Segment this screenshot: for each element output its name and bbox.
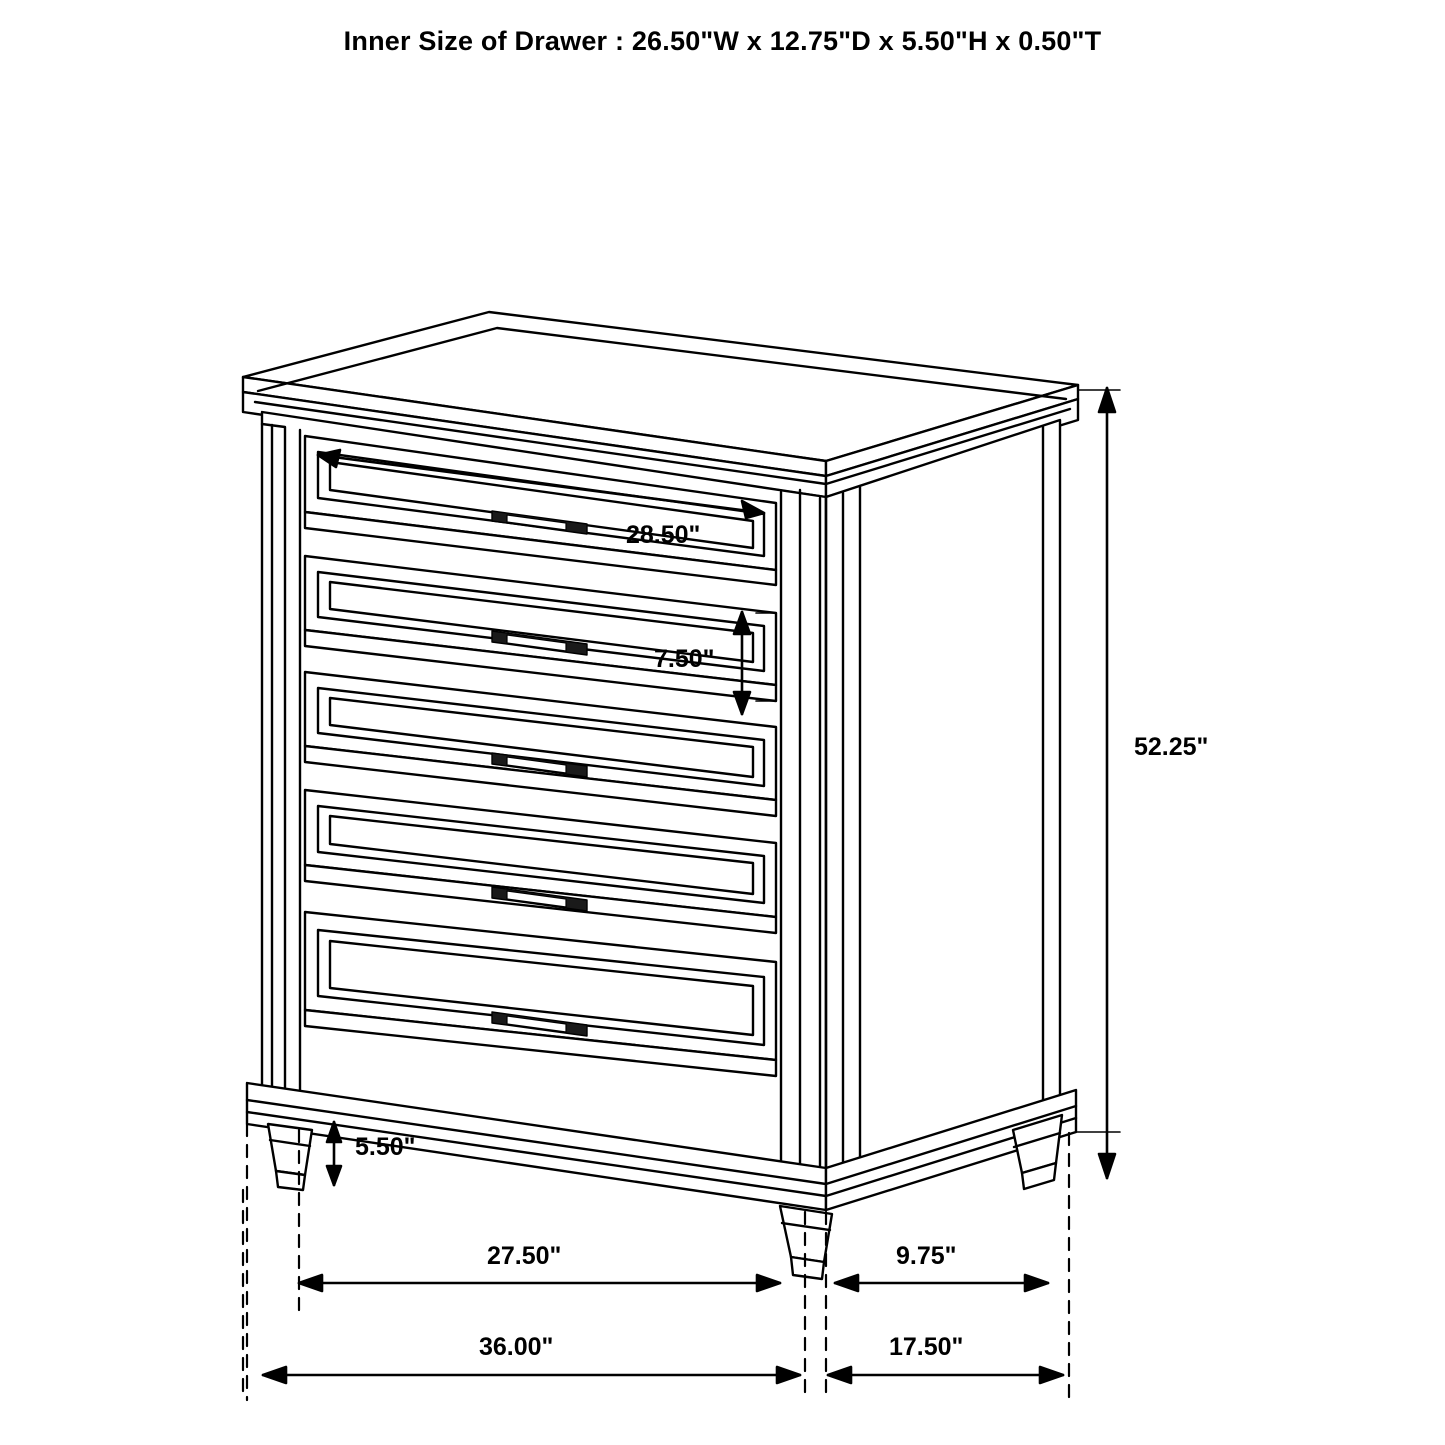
dim-label-side-depth: 9.75" [896,1242,957,1270]
dim-label-total-depth: 17.50" [889,1333,964,1361]
dim-side-depth [835,1275,1048,1291]
leg-front-left [268,1124,312,1190]
dim-label-total-height: 52.25" [1134,733,1209,761]
dim-label-total-width: 36.00" [479,1333,554,1361]
dim-label-drawer-width: 28.50" [626,521,701,549]
dim-label-drawer-height: 7.50" [654,645,715,673]
page-title: Inner Size of Drawer : 26.50"W x 12.75"D x 5.50"H x 0.50"T [343,26,1102,56]
dim-inner-width [299,1275,780,1291]
dim-label-inner-width: 27.50" [487,1242,562,1270]
dim-total-height [1099,388,1115,1178]
dim-total-width [263,1367,800,1383]
dim-label-leg-height: 5.50" [355,1133,416,1161]
dim-total-depth [828,1367,1063,1383]
